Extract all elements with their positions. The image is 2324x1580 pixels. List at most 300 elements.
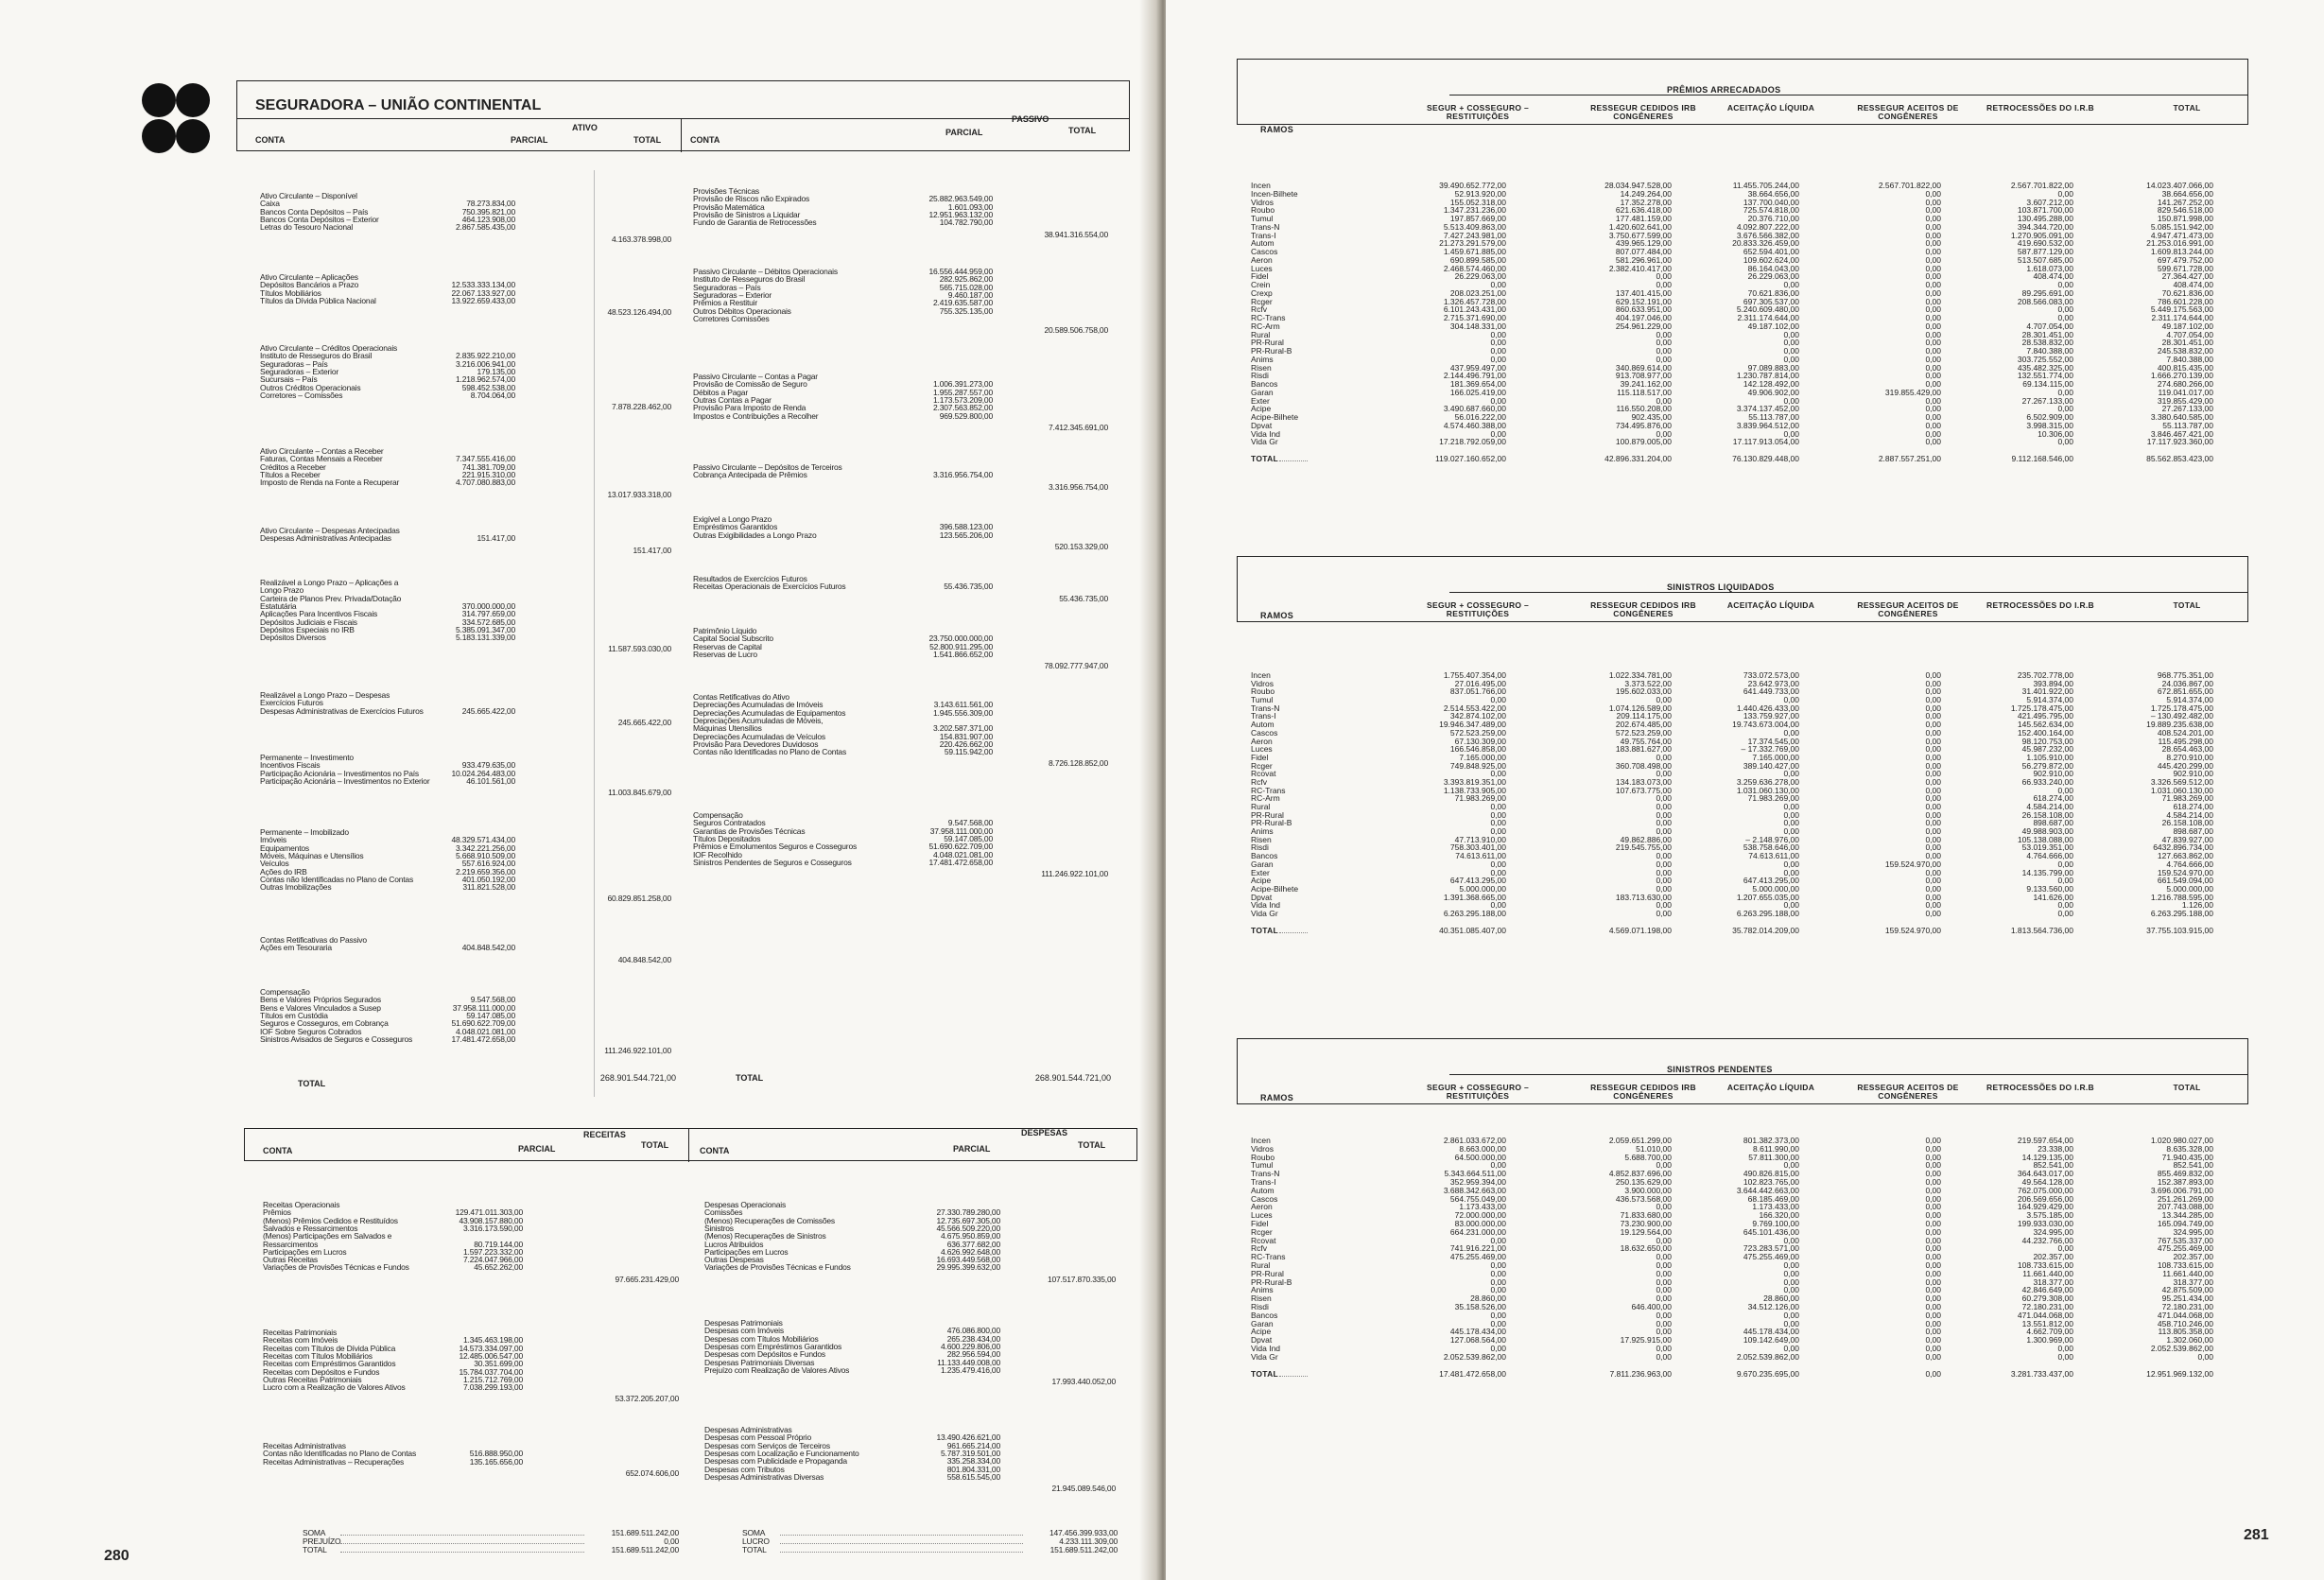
account-line: Ativo Circulante – Aplicações (260, 272, 358, 282)
account-line: Caixa (260, 199, 280, 209)
parcial-value: 23.750.000.000,00 (928, 634, 993, 644)
value-cell: 27.016.495,00 (1454, 678, 1506, 688)
account-line: Permanente – Imobilizado (260, 827, 349, 837)
parcial-value: 3.216.006.941,00 (456, 358, 515, 369)
ativo-heading: ATIVO (572, 123, 598, 132)
value-cell: 27.364.427,00 (2161, 271, 2213, 282)
value-cell: 27.267.133,00 (2161, 404, 2213, 414)
group-total: 7.412.345.691,00 (1049, 422, 1108, 432)
value-cell: 860.633.951,00 (1615, 304, 1672, 315)
value-cell: 159.524.970,00 (1884, 859, 1941, 869)
group-total: 21.945.089.546,00 (1051, 1484, 1116, 1494)
value-cell: 2.382.410.417,00 (1608, 263, 1672, 273)
value-cell: 137.401.415,00 (1615, 287, 1672, 298)
value-cell: 49.988.903,00 (2021, 826, 2073, 837)
value-cell: 31.401.922,00 (2021, 686, 2073, 697)
summary-label: SOMA (742, 1528, 766, 1537)
parcial-value: 59.115.942,00 (944, 747, 993, 757)
value-cell: 44.232.766,00 (2021, 1235, 2073, 1245)
ativo-total-value: 268.901.544.721,00 (599, 1073, 676, 1083)
value-cell: 8.270.910,00 (2166, 752, 2213, 762)
despesas-total-header: TOTAL (1078, 1140, 1106, 1150)
value-cell: 0,00 (1925, 752, 1941, 762)
value-cell: 2.311.174.644,00 (1737, 313, 1799, 322)
value-cell: 164.929.429,00 (2017, 1202, 2073, 1212)
ramo-name: Vida Gr (1251, 437, 1278, 447)
value-cell: 749.848.925,00 (1449, 760, 1506, 771)
value-cell: 393.894,00 (2033, 678, 2073, 688)
parcial-value: 3.342.221.256,00 (456, 842, 515, 853)
value-cell: 421.495.795,00 (2017, 711, 2073, 721)
value-cell: 6.263.295.188,00 (1736, 908, 1799, 918)
value-cell: 5.000.000,00 (1752, 883, 1799, 894)
value-cell: 250.135.629,00 (1615, 1176, 1672, 1187)
left-page (0, 0, 1158, 1580)
value-cell: 202.674.485,00 (1615, 720, 1672, 730)
ramo-name: Rcfv (1251, 1243, 1267, 1254)
parcial-value: 45.652.262,00 (474, 1262, 523, 1273)
account-line: Débitos a Pagar (693, 387, 748, 397)
value-cell: 0,00 (1925, 1327, 1941, 1337)
summary-value: 151.689.511.242,00 (611, 1528, 679, 1537)
value-cell: 6.263.295.188,00 (2150, 908, 2213, 918)
right-page (1166, 0, 2324, 1580)
value-cell: 490.826.815,00 (1743, 1169, 1799, 1179)
value-cell: 219.545.755,00 (1615, 842, 1672, 853)
value-cell: 21.273.291.579,00 (1439, 238, 1506, 249)
parcial-value: 104.782.790,00 (939, 217, 993, 228)
value-cell: 166.025.419,00 (1449, 387, 1506, 397)
ramo-name: Bancos (1251, 851, 1278, 861)
value-cell: 0,00 (1925, 1301, 1941, 1311)
account-line: Provisão Para Imposto de Renda (693, 403, 806, 413)
passivo-heading: PASSIVO (1012, 114, 1049, 124)
value-cell: 0,00 (1783, 346, 1799, 356)
value-cell: 3.750.677.599,00 (1608, 230, 1672, 240)
summary-dots (780, 1528, 1023, 1536)
value-cell: 1.216.788.595,00 (2150, 892, 2213, 902)
value-cell: 0,00 (1925, 247, 1941, 256)
summary-label: LUCRO (742, 1537, 770, 1546)
value-cell: 1.725.178.475,00 (2150, 703, 2213, 713)
value-cell: 801.382.373,00 (1743, 1136, 1799, 1145)
value-cell: 0,00 (1783, 329, 1799, 339)
value-cell: 0,00 (2057, 785, 2073, 795)
account-line: Outros Créditos Operacionais (260, 382, 361, 392)
value-cell: 49.862.886,00 (1620, 834, 1672, 844)
ramo-name: Luces (1251, 744, 1273, 755)
value-cell: 0,00 (1925, 338, 1941, 348)
value-cell: 71.940.435,00 (2161, 1152, 2213, 1162)
account-line: Capital Social Subscrito (693, 634, 773, 644)
value-cell: 741.916.221,00 (1449, 1243, 1506, 1254)
account-line: Cobrança Antecipada de Prêmios (693, 470, 807, 480)
company-title: SEGURADORA – UNIÃO CONTINENTAL (255, 97, 542, 113)
value-column (2124, 671, 2213, 918)
value-cell: 0,00 (1490, 354, 1506, 364)
value-cell: 0,00 (1656, 900, 1672, 911)
ramo-name: Rcfv (1251, 776, 1267, 787)
value-cell: 0,00 (1925, 313, 1941, 322)
value-cell: 807.077.484,00 (1615, 247, 1672, 256)
account-line: Despesas Patrimoniais (704, 1318, 783, 1328)
value-cell: – 17.332.769,00 (1741, 744, 1799, 755)
value-cell: 5.343.664.511,00 (1444, 1169, 1506, 1179)
account-line: Títulos em Custódia (260, 1010, 328, 1020)
account-line: Faturas, Contas Mensais a Receber (260, 454, 383, 464)
value-cell: 19.946.347.489,00 (1439, 720, 1506, 730)
value-cell: 27.267.133,00 (2021, 395, 2073, 406)
parcial-value: 52.800.911.295,00 (929, 641, 993, 651)
company-logo (142, 83, 213, 157)
value-cell: 49.755.764,00 (1620, 736, 1672, 746)
ramo-name: RC-Arm (1251, 793, 1280, 804)
value-cell: 45.987.232,00 (2021, 744, 2073, 755)
value-cell: 0,00 (2057, 188, 2073, 199)
account-line: Ações em Tesouraria (260, 943, 332, 953)
account-line: Despesas Administrativas de Exercícios Futuros (260, 705, 424, 716)
account-line: Letras do Tesouro Nacional (260, 222, 354, 233)
value-cell: 0,00 (1925, 1351, 1941, 1362)
ramos-header: RAMOS (1260, 611, 1293, 620)
value-cell: 0,00 (2057, 437, 2073, 447)
value-cell: 475.255.469,00 (1449, 1252, 1506, 1262)
value-cell: 127.663.862,00 (2157, 851, 2213, 861)
value-cell: 51.010,00 (1636, 1143, 1672, 1154)
value-cell: 0,00 (1490, 818, 1506, 828)
parcial-value: 12.485.006.547,00 (459, 1350, 523, 1361)
ramo-name: Autom (1251, 720, 1275, 730)
ramo-name: Acipe-Bilhete (1251, 883, 1299, 894)
ramo-name: Vida Ind (1251, 428, 1281, 439)
parcial-value: 933.479.635,00 (461, 760, 515, 771)
value-cell: 21.253.016.991,00 (2146, 238, 2213, 249)
value-cell: 0,00 (2057, 387, 2073, 397)
value-cell: 360.708.498,00 (1615, 760, 1672, 771)
value-cell: 0,00 (1925, 362, 1941, 373)
ramo-name: Trans-N (1251, 703, 1280, 713)
value-cell: 0,00 (1925, 1252, 1941, 1262)
value-cell: 1.031.060.130,00 (1736, 785, 1799, 795)
value-cell: 3.688.342.663,00 (1443, 1185, 1506, 1195)
account-line: Bens e Valores Vinculados a Susep (260, 1002, 381, 1013)
value-cell: 0,00 (2057, 876, 2073, 886)
account-line: (Menos) Prêmios Cedidos e Restituídos (263, 1215, 398, 1225)
value-cell: 436.573.568,00 (1615, 1193, 1672, 1204)
value-cell: 28.034.947.528,00 (1604, 181, 1672, 190)
value-cell: 42.846.649,00 (2021, 1285, 2073, 1295)
parcial-value: 16.693.449.568,00 (936, 1255, 1000, 1265)
value-cell: 254.961.229,00 (1615, 321, 1672, 331)
parcial-value: 37.958.111.000,00 (929, 825, 993, 836)
group-total: 245.665.422,00 (617, 717, 671, 727)
value-cell: 0,00 (1490, 329, 1506, 339)
value-cell: 108.733.615,00 (2017, 1259, 2073, 1270)
value-cell: 0,00 (1656, 818, 1672, 828)
value-cell: 419.690.532,00 (2017, 238, 2073, 249)
parcial-value: 221.915.310,00 (461, 469, 515, 479)
value-cell: 97.089.883,00 (1747, 362, 1799, 373)
account-line: Longo Prazo (260, 585, 304, 596)
value-cell: 0,00 (1490, 1343, 1506, 1353)
ramo-name: RC-Trans (1251, 785, 1286, 795)
value-cell: 71.983.269,00 (1454, 793, 1506, 804)
value-cell: 68.185.469,00 (1747, 1193, 1799, 1204)
parcial-value: 154.831.907,00 (939, 731, 993, 741)
value-cell: 0,00 (1925, 1185, 1941, 1195)
account-line: Sinistros Avisados de Seguros e Cosseguros (260, 1033, 413, 1044)
column-header: RESSEGUR ACEITOS DE CONGÊNERES (1857, 1083, 1959, 1101)
account-line: Títulos a Receber (260, 469, 321, 479)
account-line: Provisão Para Devedores Duvidosos (693, 738, 819, 749)
value-cell: 3.259.636.278,00 (1736, 776, 1799, 787)
value-cell: 1.666.270.139,00 (2150, 371, 2213, 381)
summary-label: TOTAL (742, 1545, 767, 1554)
parcial-value: 557.616.924,00 (461, 859, 515, 869)
value-cell: 0,00 (1490, 1276, 1506, 1287)
table-title-rule (1449, 1074, 2248, 1075)
value-cell: 52.913.920,00 (1454, 188, 1506, 199)
group-total: 151.417,00 (633, 545, 671, 555)
value-cell: 14.135.799,00 (2021, 867, 2073, 877)
value-cell: 3.644.442.663,00 (1736, 1185, 1799, 1195)
value-cell: 17.117.923.360,00 (2146, 437, 2213, 447)
ramo-name: Garan (1251, 859, 1274, 869)
value-cell: 538.758.646,00 (1743, 842, 1799, 853)
value-cell: 4.092.807.222,00 (1736, 221, 1799, 232)
value-cell: 1.230.787.814,00 (1736, 371, 1799, 381)
ramo-name: Acipe-Bilhete (1251, 412, 1299, 422)
parcial-value: 11.133.449.008,00 (937, 1357, 1000, 1367)
value-cell: 0,00 (1783, 338, 1799, 348)
ramo-name: Tumul (1251, 214, 1274, 223)
account-line: Exigível a Longo Prazo (693, 514, 772, 524)
value-cell: 404.197.046,00 (1615, 313, 1672, 322)
parcial-value: 12.533.333.134,00 (451, 280, 515, 290)
account-line: Despesas Administrativas Antecipadas (260, 533, 391, 544)
value-cell: 0,00 (1925, 769, 1941, 779)
table-title: SINISTROS LIQUIDADOS (1667, 582, 1775, 592)
parcial-value: 9.547.568,00 (470, 995, 515, 1005)
value-cell: 723.283.571,00 (1743, 1243, 1799, 1254)
account-line: (Menos) Recuperações de Sinistros (704, 1231, 826, 1241)
parcial-value: 1.215.712.769,00 (463, 1374, 523, 1384)
ramo-name: Aeron (1251, 254, 1273, 265)
value-cell: 1.459.671.885,00 (1443, 247, 1506, 256)
account-line: Depreciações Acumuladas de Imóveis (693, 700, 824, 710)
column-header: TOTAL (2173, 103, 2201, 113)
account-line: Provisão de Riscos não Expirados (693, 194, 810, 204)
value-cell: 4.584.214,00 (2026, 802, 2073, 811)
ramo-name: Acipe (1251, 876, 1272, 886)
parcial-value: 7.038.299.193,00 (463, 1382, 523, 1393)
value-cell: 39.490.652.772,00 (1439, 181, 1506, 190)
account-line: Depósitos Diversos (260, 633, 326, 643)
account-line: Passivo Circulante – Contas a Pagar (693, 372, 818, 381)
value-cell: 72.000.000,00 (1454, 1210, 1506, 1221)
value-cell: 0,00 (1783, 859, 1799, 869)
ramo-name: Bancos (1251, 1310, 1278, 1320)
value-cell: 119.041.017,00 (2158, 387, 2213, 397)
total-value: 7.811.236.963,00 (1609, 1368, 1672, 1379)
value-cell: 1.618.073,00 (2026, 263, 2073, 273)
value-cell: 0,00 (1656, 395, 1672, 406)
value-cell: 767.535.337,00 (2157, 1235, 2213, 1245)
ramo-name: Fidel (1251, 271, 1269, 282)
ramo-name: Crexp (1251, 287, 1273, 298)
value-cell: 11.661.440,00 (2022, 1268, 2073, 1278)
ramo-name: Fidel (1251, 752, 1269, 762)
value-cell: 35.158.526,00 (1454, 1301, 1506, 1311)
parcial-value: 370.000.000,00 (461, 600, 515, 611)
value-cell: 0,00 (1656, 1285, 1672, 1295)
value-column (1416, 182, 1506, 446)
account-line: Corretores Comissões (693, 313, 770, 323)
value-cell: 49.906.902,00 (1747, 387, 1799, 397)
value-cell: 0,00 (1783, 1160, 1799, 1171)
value-cell: 1.270.905.091,00 (2010, 230, 2073, 240)
value-cell: 902.910,00 (2173, 769, 2213, 779)
value-cell: 0,00 (1925, 329, 1941, 339)
account-line: Sucursais – País (260, 374, 318, 385)
account-line: Equipamentos (260, 842, 309, 853)
value-cell: 116.550.208,00 (1616, 404, 1672, 414)
value-cell: 0,00 (1656, 1343, 1672, 1353)
value-cell: 852.541,00 (2173, 1160, 2213, 1171)
value-cell: 641.449.733,00 (1743, 686, 1799, 697)
value-cell: 0,00 (1925, 1335, 1941, 1346)
ramos-list (1251, 1137, 1292, 1362)
value-cell: 475.255.469,00 (1743, 1252, 1799, 1262)
parcial-value: 636.377.682,00 (946, 1239, 1000, 1249)
ramo-name: PR-Rural-B (1251, 346, 1292, 356)
ramo-name: Acipe (1251, 1327, 1272, 1337)
ramo-name: Dpvat (1251, 892, 1273, 902)
value-cell: 26.229.063,00 (1454, 271, 1506, 282)
value-cell: 1.300.969,00 (2026, 1335, 2073, 1346)
ramo-name: Exter (1251, 395, 1270, 406)
value-cell: 55.113.787,00 (1748, 412, 1799, 422)
value-cell: 0,00 (1925, 354, 1941, 364)
account-line: Créditos a Receber (260, 461, 326, 472)
value-cell: 53.019.351,00 (2021, 842, 2073, 853)
parcial-value: 801.804.331,00 (946, 1464, 1000, 1474)
ramo-name: PR-Rural (1251, 338, 1284, 348)
ramo-name: Rural (1251, 1259, 1271, 1270)
value-cell: 209.114.175,00 (1616, 711, 1672, 721)
ramo-name: Cascos (1251, 727, 1278, 738)
value-cell: 19.743.673.004,00 (1732, 720, 1799, 730)
value-cell: 141.626,00 (2033, 892, 2073, 902)
parcial-value: 969.529.800,00 (939, 410, 993, 421)
column-header: TOTAL (2173, 1083, 2201, 1092)
value-cell: 181.369.654,00 (1449, 379, 1506, 389)
value-cell: 0,00 (2057, 908, 2073, 918)
value-cell: 0,00 (1925, 809, 1941, 820)
parcial-value: 78.273.834,00 (466, 199, 515, 209)
value-cell: 1.609.813.244,00 (2150, 247, 2213, 256)
group-total: 11.587.593.030,00 (608, 644, 671, 654)
value-cell: 762.075.000,00 (2017, 1185, 2073, 1195)
value-cell: 166.546.858,00 (1449, 744, 1506, 755)
column-header: TOTAL (2173, 600, 2201, 610)
ramo-name: Trans-I (1251, 711, 1276, 721)
value-cell: 0,00 (1656, 695, 1672, 705)
total-value: 40.351.085.407,00 (1439, 926, 1506, 935)
value-cell: 0,00 (1925, 711, 1941, 721)
value-cell: 202.357,00 (2173, 1252, 2213, 1262)
ramo-name: Incen-Bilhete (1251, 188, 1298, 199)
account-line: Passivo Circulante – Depósitos de Terceiros (693, 462, 842, 472)
ramo-name: Vidros (1251, 1143, 1274, 1154)
value-cell: 0,00 (1925, 876, 1941, 886)
parcial-value: 30.351.699,00 (474, 1359, 523, 1369)
account-line: Provisão Matemática (693, 201, 765, 212)
value-cell: 690.899.585,00 (1449, 254, 1506, 265)
account-line: Realizável a Longo Prazo – Aplicações a (260, 578, 399, 587)
value-cell: 0,00 (1783, 354, 1799, 364)
parcial-value: 476.086.800,00 (946, 1326, 1000, 1336)
account-line: Lucros Atribuídos (704, 1239, 764, 1249)
value-cell: 0,00 (1656, 908, 1672, 918)
account-line: Impostos e Contribuições a Recolher (693, 410, 819, 421)
value-cell: 394.344.720,00 (2017, 221, 2073, 232)
value-cell: 319.855.429,00 (1884, 387, 1941, 397)
summary-value: 151.689.511.242,00 (1049, 1545, 1118, 1554)
value-cell: 0,00 (1656, 769, 1672, 779)
account-line: Outras Receitas (263, 1255, 318, 1265)
value-cell: 0,00 (1490, 769, 1506, 779)
group-total: 38.941.316.554,00 (1044, 229, 1108, 239)
account-line: Seguradoras – País (693, 282, 761, 292)
parcial-value: 464.123.908,00 (461, 214, 515, 224)
account-line: Contas Retificativas do Passivo (260, 935, 367, 945)
group-total: 7.878.228.462,00 (612, 402, 671, 412)
despesas-heading: DESPESAS (1021, 1128, 1068, 1137)
value-cell: 145.562.634,00 (2017, 720, 2073, 730)
value-cell: 364.643.017,00 (2017, 1169, 2073, 1179)
parcial-value: 55.436.735,00 (944, 582, 993, 592)
summary-dots (780, 1537, 1023, 1544)
value-cell: 0,00 (1783, 695, 1799, 705)
parcial-value: 8.704.064,00 (470, 390, 515, 400)
account-line: Receitas Operacionais de Exercícios Futuros (693, 582, 846, 592)
account-line: Exercícios Futuros (260, 698, 323, 708)
account-line: Despesas com Empréstimos Garantidos (704, 1341, 842, 1351)
value-cell: 1.022.334.781,00 (1608, 670, 1672, 680)
value-cell: 141.267.252,00 (2157, 197, 2213, 207)
account-line: Prejuízo com Realização de Valores Ativos (704, 1364, 850, 1375)
value-cell: 0,00 (1656, 793, 1672, 804)
ramo-name: Trans-N (1251, 1169, 1280, 1179)
value-cell: 0,00 (1656, 867, 1672, 877)
account-line: Passivo Circulante – Débitos Operacionais (693, 267, 838, 276)
parcial-value: 1.235.479.416,00 (941, 1364, 1000, 1375)
value-cell: 0,00 (1783, 395, 1799, 406)
value-cell: 855.469.832,00 (2157, 1169, 2213, 1179)
ramo-name: Trans-I (1251, 230, 1276, 240)
value-cell: 23.338,00 (2038, 1143, 2073, 1154)
value-cell: 0,00 (1656, 329, 1672, 339)
parcial-value: 1.173.573.209,00 (933, 394, 993, 405)
value-cell: 38.664.656,00 (1747, 188, 1799, 199)
value-cell: 435.482.325,00 (2017, 362, 2073, 373)
value-cell: 133.759.927,00 (1743, 711, 1799, 721)
account-line: Provisão de Sinistros a Liquidar (693, 209, 801, 219)
parcial-value: 4.600.229.806,00 (941, 1341, 1000, 1351)
value-cell: 49.187.102,00 (1747, 321, 1799, 331)
parcial-value: 1.218.962.574,00 (456, 374, 515, 385)
